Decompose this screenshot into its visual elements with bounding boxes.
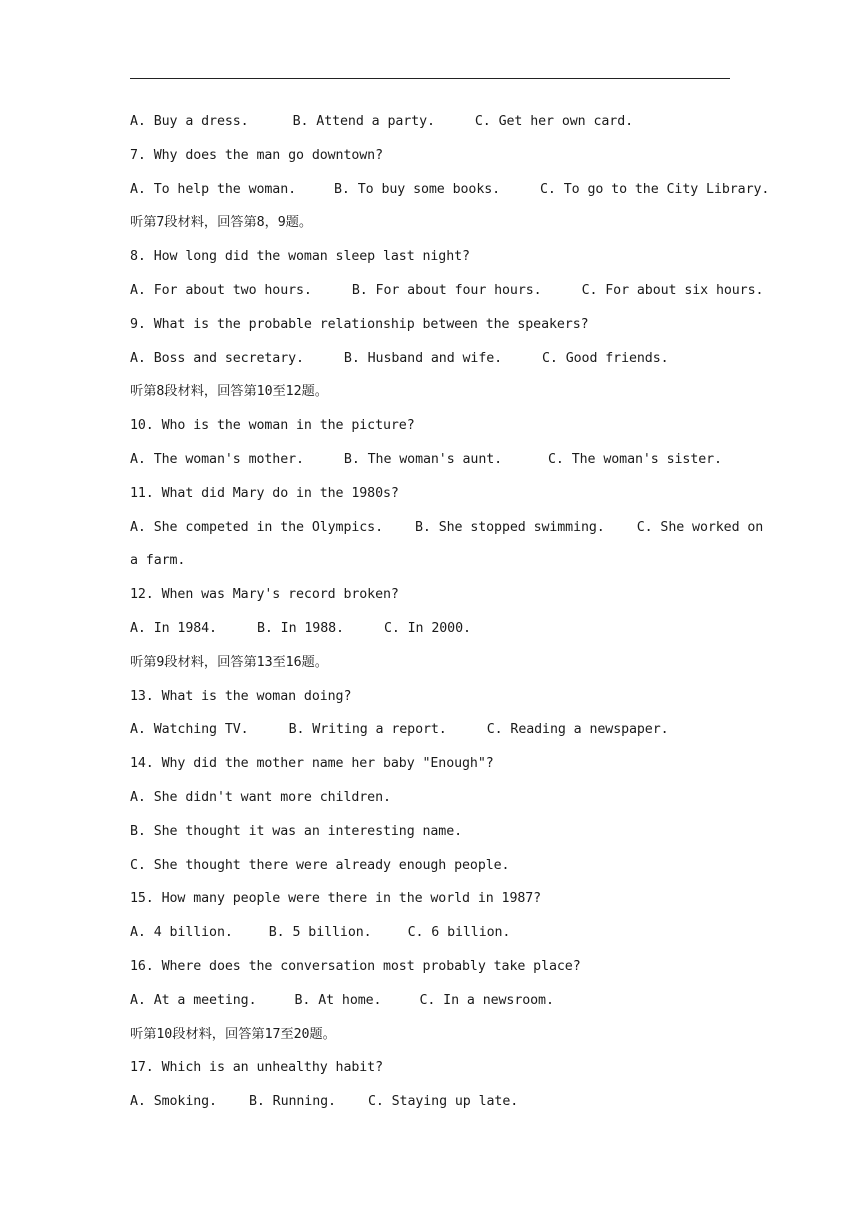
answer-option: C. For about six hours. [581, 282, 764, 298]
answer-option: B. Husband and wife. [343, 350, 503, 366]
answer-option: A. The woman's mother. [130, 451, 304, 467]
answer-options [130, 279, 764, 313]
answer-option: C. In a newsroom. [419, 992, 554, 1008]
answer-text: C. She thought there were already enough people. [130, 857, 510, 873]
answer-option: C. In 2000. [383, 620, 471, 636]
question-text: 15. How many people were there in the world in 1987? [130, 891, 542, 907]
section-instruction: 听第10段材料，回答第17至20题。 [130, 1026, 336, 1042]
answer-option: C. She worked on [636, 519, 764, 535]
answer-option: C. To go to the City Library. [540, 181, 770, 197]
question-text: 10. Who is the woman in the picture? [130, 418, 415, 434]
answer-option: A. In 1984. [130, 620, 217, 636]
answer-option: B. She stopped swimming. [414, 519, 605, 535]
answer-option: C. Staying up late. [367, 1094, 519, 1110]
answer-option: A. She competed in the Olympics. [130, 519, 383, 535]
answer-options [130, 989, 735, 1023]
answer-text: a farm. [130, 553, 186, 569]
question-text: 11. What did Mary do in the 1980s? [130, 485, 399, 501]
question-text: 16. Where does the conversation most probably take place? [130, 958, 581, 974]
answer-option: B. For about four hours. [351, 282, 542, 298]
answer-option: B. The woman's aunt. [343, 451, 503, 467]
answer-text: A. She didn't want more children. [130, 789, 391, 805]
answer-option: A. To help the woman. [130, 181, 297, 197]
answer-options [130, 921, 735, 955]
answer-option: B. Attend a party. [292, 114, 435, 129]
answer-option: B. Running. [248, 1094, 336, 1110]
question-text: 14. Why did the mother name her baby "Enough"? [130, 756, 494, 772]
question-text: 9. What is the probable relationship between the speakers? [130, 316, 589, 332]
section-instruction: 听第7段材料，回答第8，9题。 [130, 215, 313, 231]
answer-options [130, 448, 735, 482]
answer-option: A. Watching TV. [130, 722, 249, 738]
answer-option: A. For about two hours. [130, 282, 312, 298]
question-text: 17. Which is an unhealthy habit? [130, 1060, 383, 1076]
answer-option: C. Reading a newspaper. [486, 722, 669, 738]
question-text: 12. When was Mary's record broken? [130, 587, 399, 603]
answer-option: C. The woman's sister. [548, 451, 722, 467]
answer-options [130, 617, 735, 651]
answer-text: B. She thought it was an interesting name. [130, 823, 463, 839]
question-text: 13. What is the woman doing? [130, 688, 352, 704]
answer-option: B. Writing a report. [288, 722, 447, 738]
answer-option: C. 6 billion. [407, 925, 511, 941]
answer-option: A. Smoking. [130, 1094, 217, 1110]
answer-option: B. To buy some books. [334, 181, 501, 197]
answer-options [130, 347, 735, 381]
answer-option: A. At a meeting. [130, 992, 257, 1008]
question-text: 7. Why does the man go downtown? [130, 147, 383, 163]
answer-option: B. In 1988. [256, 620, 344, 636]
answer-options [130, 110, 735, 144]
question-text: 8. How long did the woman sleep last night? [130, 249, 470, 265]
section-instruction: 听第9段材料，回答第13至16题。 [130, 654, 328, 670]
answer-options [130, 1090, 735, 1124]
answer-option: C. Get her own card. [474, 114, 634, 129]
answer-options [130, 718, 735, 752]
answer-option: B. 5 billion. [268, 925, 372, 941]
answer-option: A. Buy a dress. [130, 114, 249, 129]
header-rule [130, 78, 730, 79]
answer-option: B. At home. [294, 992, 382, 1008]
answer-options [130, 178, 770, 212]
section-instruction: 听第8段材料，回答第10至12题。 [130, 384, 328, 400]
answer-option: A. Boss and secretary. [130, 350, 304, 366]
answer-option: A. 4 billion. [130, 925, 233, 941]
document-body [130, 110, 770, 1124]
answer-option: C. Good friends. [542, 350, 669, 366]
answer-options [130, 516, 764, 550]
